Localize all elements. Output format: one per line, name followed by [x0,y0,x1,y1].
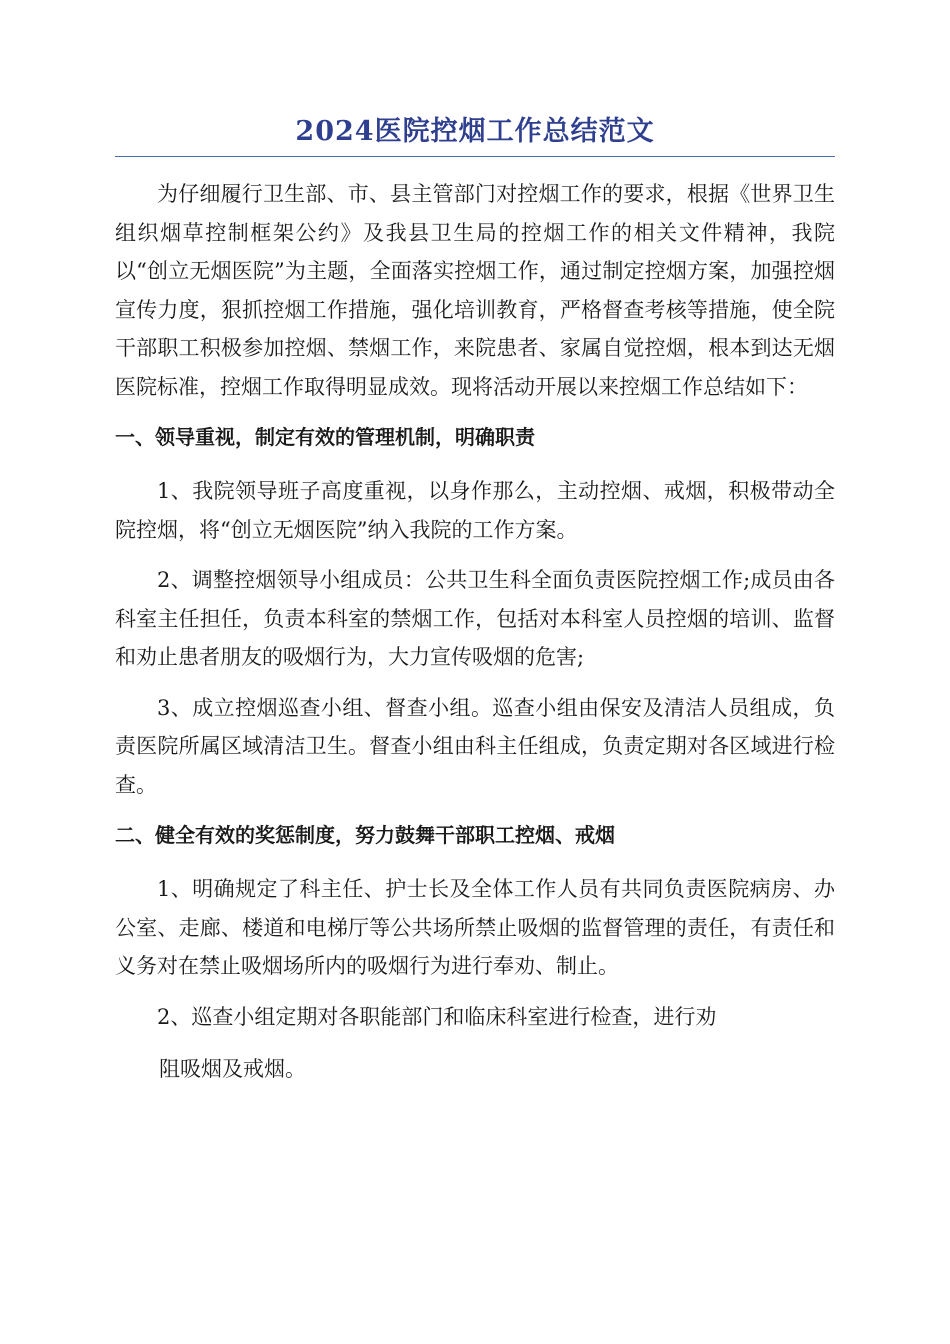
section-1-item-3: 3、成立控烟巡查小组、督查小组。巡查小组由保安及清洁人员组成，负责医院所属区域清洁卫生。督查小组由科主任组成，负责定期对各区域进行检查。 [115,695,835,797]
section-2-item-2-continuation: 阻吸烟及戒烟。 [159,1057,306,1081]
intro-paragraph: 为仔细履行卫生部、市、县主管部门对控烟工作的要求，根据《世界卫生组织烟草控制框架公约》及我县卫生局的控烟工作的相关文件精神，我院以“创立无烟医院”为主题，全面落实控烟工作，通过制定控烟方案，加强控烟宣传力度，狠抓控烟工作措施，强化培训教育，严格督查考核等措施，使全院干部职工积极参加控烟、禁烟工作，来院患者、家属自觉控烟，根本到达无烟医院标准，控烟工作取得明显成效。现将活动开展以来控烟工作总结如下： [115,182,835,399]
section-1-item-1: 1、我院领导班子高度重视，以身作那么，主动控烟、戒烟，积极带动全院控烟，将“创立无烟医院”纳入我院的工作方案。 [115,479,835,542]
section-1-item-2: 2、调整控烟领导小组成员：公共卫生科全面负责医院控烟工作;成员由各科室主任担任，负责本科室的禁烟工作，包括对本科室人员控烟的培训、监督和劝止患者朋友的吸烟行为，大力宣传吸烟的危害; [115,568,835,669]
section-2-item-1: 1、明确规定了科主任、护士长及全体工作人员有共同负责医院病房、办公室、走廊、楼道和电梯厅等公共场所禁止吸烟的监督管理的责任，有责任和义务对在禁止吸烟场所内的吸烟行为进行奉劝、制止。 [115,877,835,978]
section-2-heading: 二、健全有效的奖惩制度，努力鼓舞干部职工控烟、戒烟 [115,823,615,847]
section-2-item-2: 2、巡查小组定期对各职能部门和临床科室进行检查，进行劝 [157,1004,717,1029]
document-page [115,112,835,1088]
document-title: 2024医院控烟工作总结范文 [115,112,835,157]
section-1-heading: 一、领导重视，制定有效的管理机制，明确职责 [115,425,535,449]
